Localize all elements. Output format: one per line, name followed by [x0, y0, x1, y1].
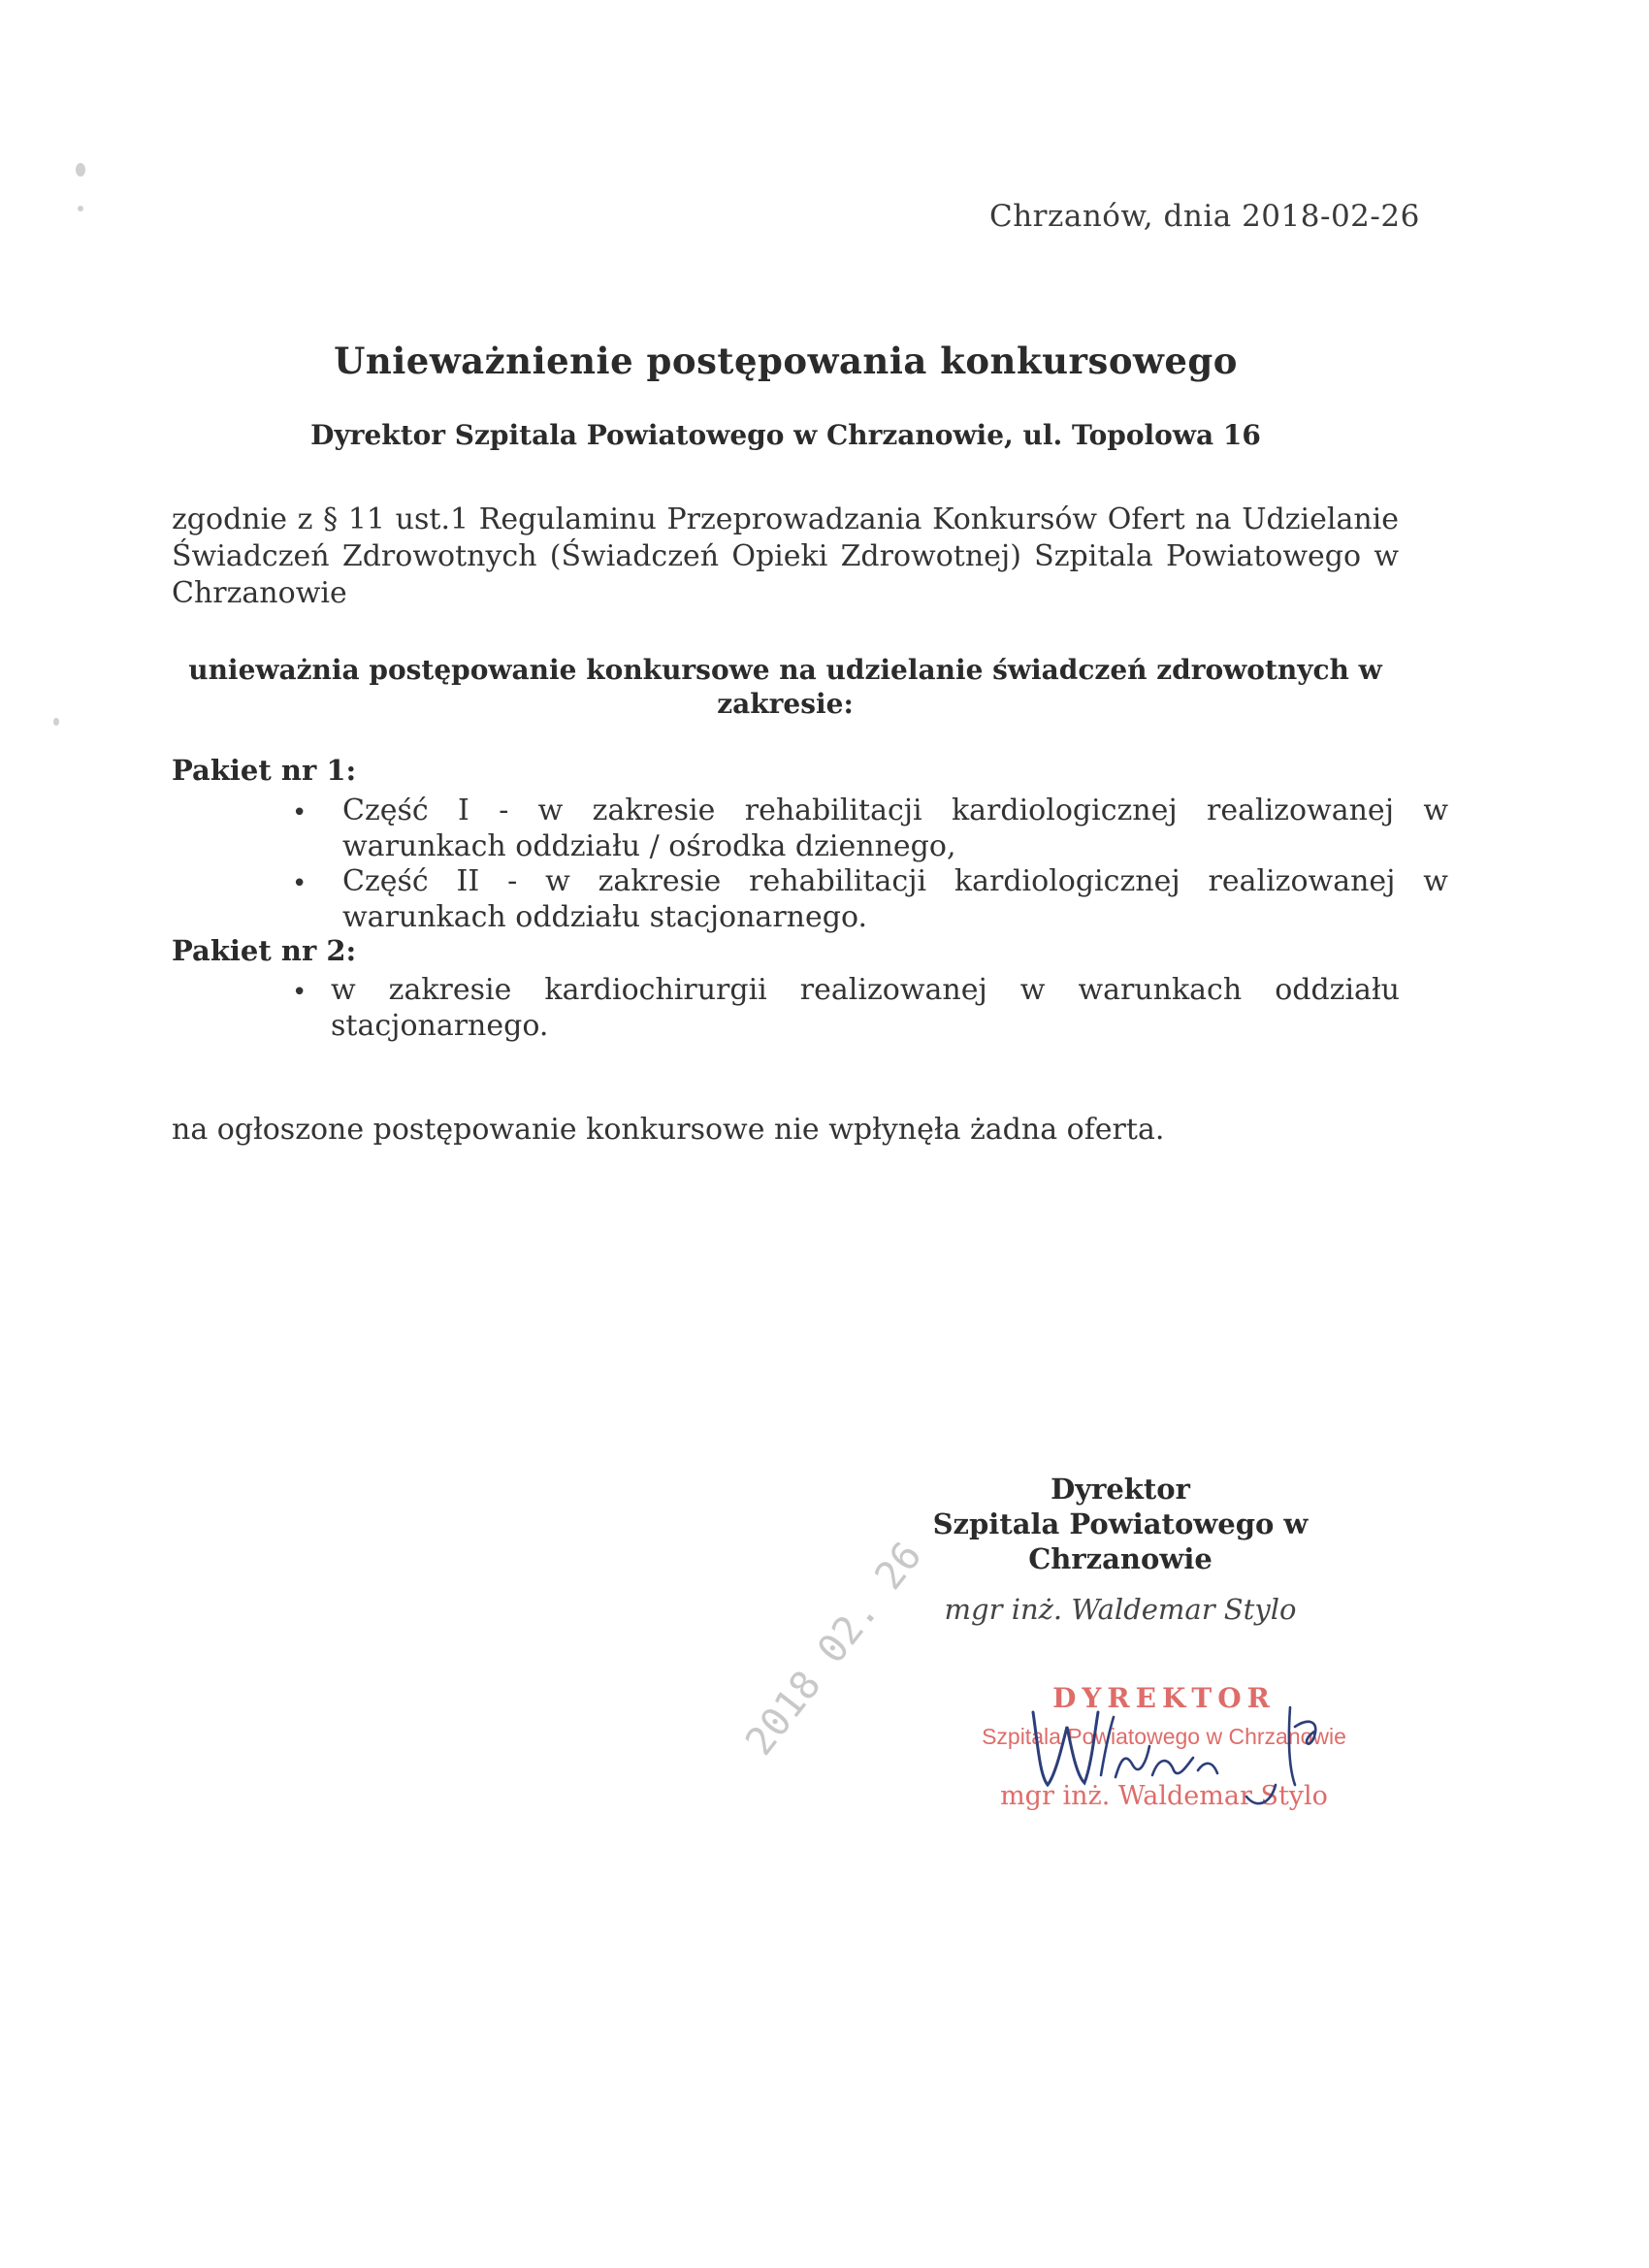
legal-basis-paragraph: zgodnie z § 11 ust.1 Regulaminu Przeprowadzania Konkursów Ofert na Udzielanie Świadczeń Zdrowotnych (Świadczeń Opieki Zdrowotnej) Szpitala Powiatowego w Chrzanowie: [172, 502, 1399, 610]
scan-speck: [78, 206, 83, 211]
package-2-item-1: w zakresie kardiochirurgii realizowanej w warunkach oddziału stacjonarnego.: [331, 973, 1400, 1043]
document-subtitle: Dyrektor Szpitala Powiatowego w Chrzanowie, ul. Topolowa 16: [310, 419, 1261, 451]
signatory-name: mgr inż. Waldemar Stylo: [944, 1593, 1297, 1626]
package-1-item-1: Część I - w zakresie rehabilitacji kardiologicznej realizowanej w warunkach oddziału / ośrodka dziennego,: [342, 794, 1448, 863]
bullet-icon: •: [292, 978, 307, 1007]
signature-title-line2: Szpitala Powiatowego w: [932, 1507, 1309, 1540]
place-date: Chrzanów, dnia 2018-02-26: [989, 199, 1420, 234]
received-date-stamp: 2018 02. 26: [737, 1534, 931, 1765]
decision-paragraph: unieważnia postępowanie konkursowe na udzielanie świadczeń zdrowotnych w zakresie:: [188, 654, 1382, 720]
scan-speck: [76, 163, 85, 177]
stamp-graphic: [980, 1669, 1368, 1833]
signature-title-line1: Dyrektor: [1051, 1473, 1190, 1506]
svg-text:mgr inż. Waldemar Stylo: mgr inż. Waldemar Stylo: [1000, 1781, 1328, 1811]
signature-title-line3: Chrzanowie: [1028, 1542, 1212, 1575]
bullet-icon: •: [292, 798, 307, 827]
director-stamp: [980, 1669, 1368, 1837]
document-title: Unieważnienie postępowania konkursowego: [334, 340, 1238, 382]
package-2-label: Pakiet nr 2:: [172, 934, 357, 967]
package-1-label: Pakiet nr 1:: [172, 754, 357, 787]
closing-statement: na ogłoszone postępowanie konkursowe nie wpłynęła żadna oferta.: [172, 1113, 1165, 1147]
package-1-item-2: Część II - w zakresie rehabilitacji kardiologicznej realizowanej w warunkach oddziału stacjonarnego.: [342, 864, 1448, 934]
svg-text:DYREKTOR: DYREKTOR: [1052, 1682, 1276, 1714]
bullet-icon: •: [292, 869, 307, 898]
scan-speck: [53, 718, 59, 726]
svg-text:Szpitala Powiatowego w Chrzano: Szpitala Powiatowego w Chrzanowie: [982, 1724, 1346, 1749]
